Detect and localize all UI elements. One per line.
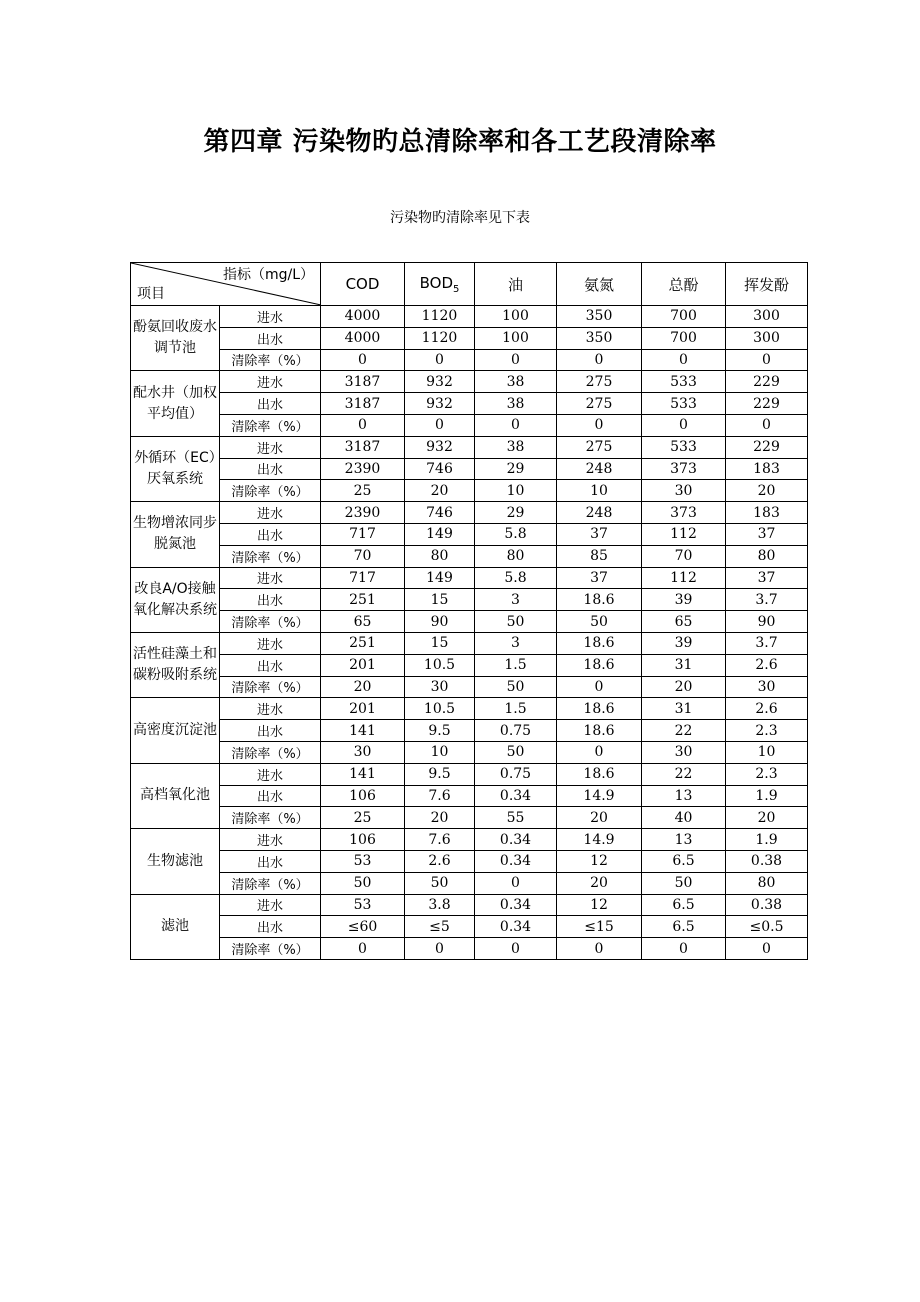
value-cell: 10 <box>726 741 808 763</box>
table-row <box>131 785 808 807</box>
value-cell: 3.7 <box>726 589 808 611</box>
value-cell: 14.9 <box>557 829 642 851</box>
table-row <box>131 676 808 698</box>
table-row <box>131 393 808 415</box>
row-label-cell: 进水 <box>220 698 321 720</box>
corner-indicator-label: 指标（mg/L） <box>222 267 314 283</box>
value-cell: 932 <box>405 393 475 415</box>
table-row <box>131 436 808 458</box>
value-cell: 80 <box>475 545 557 567</box>
value-cell: 12 <box>557 894 642 916</box>
value-cell: 80 <box>405 545 475 567</box>
value-cell: 30 <box>405 676 475 698</box>
value-cell: 0 <box>321 414 405 436</box>
value-cell: 22 <box>642 720 726 742</box>
value-cell: 0 <box>405 938 475 960</box>
value-cell: 5.8 <box>475 567 557 589</box>
value-cell: 1.5 <box>475 698 557 720</box>
value-cell: 717 <box>321 523 405 545</box>
value-cell: 0 <box>557 349 642 371</box>
removal-rate-table <box>130 262 808 960</box>
value-cell: 275 <box>557 436 642 458</box>
process-stage-cell: 生物增浓同步脱氮池 <box>131 502 220 567</box>
table-caption: 污染物旳清除率见下表 <box>390 210 530 226</box>
value-cell: 14.9 <box>557 785 642 807</box>
value-cell: 251 <box>321 632 405 654</box>
process-stage-cell: 高密度沉淀池 <box>131 698 220 763</box>
row-label-cell: 出水 <box>220 916 321 938</box>
value-cell: 53 <box>321 850 405 872</box>
corner-item-label: 项目 <box>137 286 165 302</box>
table-row <box>131 371 808 393</box>
value-cell: 40 <box>642 807 726 829</box>
value-cell: 25 <box>321 480 405 502</box>
value-cell: 65 <box>321 611 405 633</box>
value-cell: 300 <box>726 306 808 328</box>
value-cell: 37 <box>557 567 642 589</box>
value-cell: 2.3 <box>726 763 808 785</box>
value-cell: 2.6 <box>726 698 808 720</box>
value-cell: 0 <box>726 349 808 371</box>
value-cell: 0.34 <box>475 916 557 938</box>
row-label-cell: 清除率（%） <box>220 741 321 763</box>
value-cell: 18.6 <box>557 698 642 720</box>
row-label-cell: 清除率（%） <box>220 545 321 567</box>
value-cell: 15 <box>405 589 475 611</box>
value-cell: 13 <box>642 785 726 807</box>
value-cell: 275 <box>557 371 642 393</box>
value-cell: 20 <box>642 676 726 698</box>
row-label-cell: 清除率（%） <box>220 414 321 436</box>
value-cell: 0 <box>726 414 808 436</box>
value-cell: 37 <box>726 523 808 545</box>
value-cell: 1.9 <box>726 785 808 807</box>
value-cell: 0.34 <box>475 785 557 807</box>
value-cell: 50 <box>321 872 405 894</box>
col-header-total-phenol: 总酚 <box>642 263 726 306</box>
row-label-cell: 进水 <box>220 632 321 654</box>
value-cell: 53 <box>321 894 405 916</box>
value-cell: 15 <box>405 632 475 654</box>
value-cell: 3187 <box>321 393 405 415</box>
table-row <box>131 545 808 567</box>
value-cell: 373 <box>642 458 726 480</box>
table-row <box>131 720 808 742</box>
value-cell: 38 <box>475 393 557 415</box>
header-row <box>131 263 808 306</box>
value-cell: 0 <box>557 676 642 698</box>
value-cell: 0 <box>475 938 557 960</box>
value-cell: 350 <box>557 306 642 328</box>
col-header-volatile-phenol: 挥发酚 <box>726 263 808 306</box>
value-cell: 29 <box>475 458 557 480</box>
value-cell: 31 <box>642 654 726 676</box>
value-cell: 30 <box>321 741 405 763</box>
value-cell: 141 <box>321 763 405 785</box>
table-row <box>131 850 808 872</box>
table-row <box>131 654 808 676</box>
value-cell: 20 <box>557 872 642 894</box>
value-cell: 0 <box>475 349 557 371</box>
value-cell: 30 <box>642 480 726 502</box>
value-cell: ≤5 <box>405 916 475 938</box>
value-cell: 248 <box>557 458 642 480</box>
value-cell: 350 <box>557 327 642 349</box>
value-cell: 533 <box>642 371 726 393</box>
value-cell: 932 <box>405 436 475 458</box>
value-cell: 0 <box>557 741 642 763</box>
process-stage-cell: 生物滤池 <box>131 829 220 894</box>
row-label-cell: 进水 <box>220 306 321 328</box>
value-cell: 37 <box>726 567 808 589</box>
value-cell: 149 <box>405 567 475 589</box>
table-row <box>131 349 808 371</box>
value-cell: 20 <box>726 807 808 829</box>
value-cell: 39 <box>642 632 726 654</box>
value-cell: 20 <box>726 480 808 502</box>
value-cell: 0 <box>726 938 808 960</box>
value-cell: 300 <box>726 327 808 349</box>
process-stage-cell: 外循环（EC）厌氧系统 <box>131 436 220 501</box>
value-cell: 0 <box>642 414 726 436</box>
value-cell: 0 <box>405 349 475 371</box>
row-label-cell: 出水 <box>220 589 321 611</box>
value-cell: 3.7 <box>726 632 808 654</box>
row-label-cell: 进水 <box>220 567 321 589</box>
table-row <box>131 741 808 763</box>
value-cell: 30 <box>726 676 808 698</box>
value-cell: 18.6 <box>557 654 642 676</box>
value-cell: 70 <box>642 545 726 567</box>
table-row <box>131 458 808 480</box>
value-cell: 100 <box>475 327 557 349</box>
value-cell: 0 <box>405 414 475 436</box>
value-cell: 10 <box>475 480 557 502</box>
value-cell: 533 <box>642 436 726 458</box>
value-cell: 700 <box>642 306 726 328</box>
value-cell: 251 <box>321 589 405 611</box>
row-label-cell: 清除率（%） <box>220 676 321 698</box>
col-header-bod5: $BOD_5$ <box>405 263 475 306</box>
value-cell: 0.34 <box>475 894 557 916</box>
value-cell: 3 <box>475 589 557 611</box>
value-cell: 201 <box>321 698 405 720</box>
value-cell: 2.3 <box>726 720 808 742</box>
value-cell: ≤15 <box>557 916 642 938</box>
row-label-cell: 进水 <box>220 436 321 458</box>
value-cell: 0 <box>321 938 405 960</box>
row-label-cell: 清除率（%） <box>220 938 321 960</box>
value-cell: 112 <box>642 567 726 589</box>
row-label-cell: 进水 <box>220 763 321 785</box>
table-row <box>131 894 808 916</box>
value-cell: 85 <box>557 545 642 567</box>
value-cell: 229 <box>726 393 808 415</box>
table-row <box>131 698 808 720</box>
row-label-cell: 出水 <box>220 720 321 742</box>
value-cell: 4000 <box>321 306 405 328</box>
value-cell: 90 <box>726 611 808 633</box>
value-cell: 29 <box>475 502 557 524</box>
value-cell: 746 <box>405 458 475 480</box>
col-header-ammonia: 氨氮 <box>557 263 642 306</box>
value-cell: 3.8 <box>405 894 475 916</box>
value-cell: 0 <box>642 938 726 960</box>
row-label-cell: 进水 <box>220 502 321 524</box>
value-cell: 50 <box>642 872 726 894</box>
table-row <box>131 502 808 524</box>
value-cell: 22 <box>642 763 726 785</box>
value-cell: 80 <box>726 545 808 567</box>
value-cell: 10.5 <box>405 654 475 676</box>
value-cell: 10.5 <box>405 698 475 720</box>
value-cell: 3 <box>475 632 557 654</box>
value-cell: 746 <box>405 502 475 524</box>
value-cell: 55 <box>475 807 557 829</box>
value-cell: 112 <box>642 523 726 545</box>
process-stage-cell: 改良A/O接触氧化解决系统 <box>131 567 220 632</box>
value-cell: 50 <box>557 611 642 633</box>
value-cell: 7.6 <box>405 785 475 807</box>
table-row <box>131 872 808 894</box>
value-cell: 6.5 <box>642 916 726 938</box>
value-cell: 1.9 <box>726 829 808 851</box>
value-cell: 0 <box>321 349 405 371</box>
value-cell: 1.5 <box>475 654 557 676</box>
value-cell: 1120 <box>405 327 475 349</box>
value-cell: 20 <box>405 807 475 829</box>
table-row <box>131 567 808 589</box>
value-cell: 9.5 <box>405 763 475 785</box>
value-cell: 106 <box>321 785 405 807</box>
table-row <box>131 480 808 502</box>
value-cell: 275 <box>557 393 642 415</box>
process-stage-cell: 酚氨回收废水调节池 <box>131 306 220 371</box>
value-cell: 20 <box>405 480 475 502</box>
value-cell: 0.75 <box>475 763 557 785</box>
value-cell: 0 <box>475 872 557 894</box>
value-cell: 7.6 <box>405 829 475 851</box>
value-cell: 50 <box>475 611 557 633</box>
value-cell: 65 <box>642 611 726 633</box>
value-cell: 18.6 <box>557 589 642 611</box>
value-cell: 3187 <box>321 436 405 458</box>
value-cell: 0.34 <box>475 829 557 851</box>
row-label-cell: 清除率（%） <box>220 611 321 633</box>
value-cell: 0.38 <box>726 894 808 916</box>
value-cell: 70 <box>321 545 405 567</box>
value-cell: 18.6 <box>557 720 642 742</box>
row-label-cell: 出水 <box>220 523 321 545</box>
value-cell: 373 <box>642 502 726 524</box>
row-label-cell: 进水 <box>220 371 321 393</box>
col-header-oil: 油 <box>475 263 557 306</box>
value-cell: 106 <box>321 829 405 851</box>
value-cell: 0.75 <box>475 720 557 742</box>
value-cell: 2390 <box>321 458 405 480</box>
value-cell: 0 <box>557 414 642 436</box>
value-cell: 9.5 <box>405 720 475 742</box>
value-cell: ≤0.5 <box>726 916 808 938</box>
table-row <box>131 632 808 654</box>
col-header-cod: COD <box>321 263 405 306</box>
value-cell: 39 <box>642 589 726 611</box>
value-cell: 201 <box>321 654 405 676</box>
table-row <box>131 763 808 785</box>
table-row <box>131 523 808 545</box>
table-body <box>131 306 808 960</box>
row-label-cell: 清除率（%） <box>220 872 321 894</box>
row-label-cell: 进水 <box>220 829 321 851</box>
row-label-cell: 出水 <box>220 785 321 807</box>
process-stage-cell: 高档氧化池 <box>131 763 220 828</box>
table-row <box>131 611 808 633</box>
value-cell: 0 <box>475 414 557 436</box>
value-cell: 4000 <box>321 327 405 349</box>
value-cell: 183 <box>726 458 808 480</box>
value-cell: 0.38 <box>726 850 808 872</box>
value-cell: 10 <box>557 480 642 502</box>
table-row <box>131 807 808 829</box>
value-cell: 717 <box>321 567 405 589</box>
value-cell: 229 <box>726 436 808 458</box>
value-cell: 38 <box>475 371 557 393</box>
process-stage-cell: 活性硅藻土和碳粉吸附系统 <box>131 632 220 697</box>
row-label-cell: 清除率（%） <box>220 349 321 371</box>
value-cell: 50 <box>405 872 475 894</box>
value-cell: 5.8 <box>475 523 557 545</box>
value-cell: 50 <box>475 676 557 698</box>
value-cell: 18.6 <box>557 763 642 785</box>
table-row <box>131 829 808 851</box>
table-row <box>131 327 808 349</box>
value-cell: 149 <box>405 523 475 545</box>
value-cell: 2.6 <box>405 850 475 872</box>
value-cell: 6.5 <box>642 850 726 872</box>
process-stage-cell: 滤池 <box>131 894 220 959</box>
value-cell: 248 <box>557 502 642 524</box>
value-cell: 30 <box>642 741 726 763</box>
value-cell: 533 <box>642 393 726 415</box>
value-cell: 20 <box>557 807 642 829</box>
value-cell: 20 <box>321 676 405 698</box>
value-cell: 38 <box>475 436 557 458</box>
value-cell: 1120 <box>405 306 475 328</box>
value-cell: 12 <box>557 850 642 872</box>
row-label-cell: 清除率（%） <box>220 807 321 829</box>
value-cell: 141 <box>321 720 405 742</box>
value-cell: 0 <box>642 349 726 371</box>
row-label-cell: 出水 <box>220 458 321 480</box>
value-cell: 3187 <box>321 371 405 393</box>
value-cell: 10 <box>405 741 475 763</box>
table-row <box>131 916 808 938</box>
corner-header-cell <box>131 263 321 306</box>
value-cell: 13 <box>642 829 726 851</box>
value-cell: 37 <box>557 523 642 545</box>
value-cell: 90 <box>405 611 475 633</box>
value-cell: 6.5 <box>642 894 726 916</box>
table-row <box>131 414 808 436</box>
row-label-cell: 清除率（%） <box>220 480 321 502</box>
value-cell: 31 <box>642 698 726 720</box>
value-cell: 50 <box>475 741 557 763</box>
value-cell: 183 <box>726 502 808 524</box>
table-row <box>131 589 808 611</box>
page-title: 第四章 污染物旳总清除率和各工艺段清除率 <box>203 127 717 157</box>
value-cell: ≤60 <box>321 916 405 938</box>
row-label-cell: 出水 <box>220 850 321 872</box>
value-cell: 100 <box>475 306 557 328</box>
row-label-cell: 出水 <box>220 327 321 349</box>
value-cell: 25 <box>321 807 405 829</box>
row-label-cell: 进水 <box>220 894 321 916</box>
process-stage-cell: 配水井（加权平均值） <box>131 371 220 436</box>
value-cell: 0 <box>557 938 642 960</box>
table-row <box>131 938 808 960</box>
value-cell: 932 <box>405 371 475 393</box>
row-label-cell: 出水 <box>220 393 321 415</box>
value-cell: 2.6 <box>726 654 808 676</box>
value-cell: 229 <box>726 371 808 393</box>
value-cell: 80 <box>726 872 808 894</box>
row-label-cell: 出水 <box>220 654 321 676</box>
value-cell: 0.34 <box>475 850 557 872</box>
value-cell: 700 <box>642 327 726 349</box>
table-row <box>131 306 808 328</box>
value-cell: 18.6 <box>557 632 642 654</box>
value-cell: 2390 <box>321 502 405 524</box>
